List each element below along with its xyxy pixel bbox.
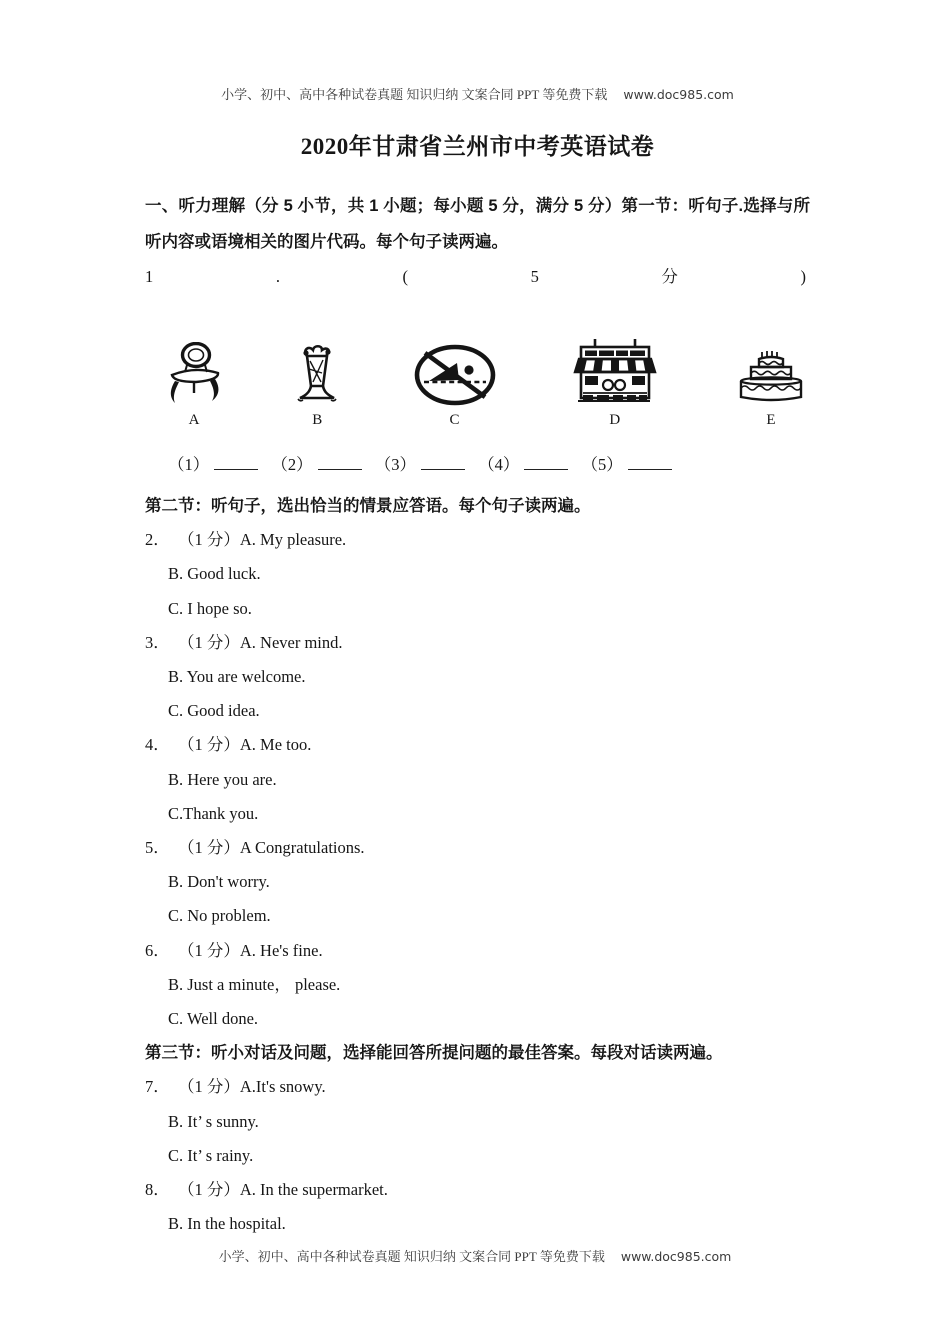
answer-blank-1	[168, 455, 258, 474]
question-4-option-b: B. Here you are.	[168, 769, 277, 789]
listening-intro-line2: 听内容或语境相关的图片代码。每个句子读两遍。	[145, 233, 508, 251]
blank-label: （4）	[478, 455, 520, 474]
question-number: 4．	[145, 735, 170, 755]
watermark-text: 小学、初中、高中各种试卷真题 知识归纳 文案合同 PPT 等免费下载	[221, 87, 608, 102]
page-title: 2020年甘肃省兰州市中考英语试卷	[300, 134, 655, 159]
question-8-line	[145, 1173, 810, 1207]
watermark-url-link[interactable]: www.doc985.com	[620, 1249, 732, 1264]
question-8-option-b: B. In the hospital.	[168, 1214, 286, 1234]
blank-underline	[421, 455, 465, 470]
picture-label-c: C	[449, 412, 460, 428]
question-3-option-c: C. Good idea.	[168, 701, 260, 721]
question-score: （1 分）	[178, 838, 240, 858]
question-1-dot: .	[275, 267, 280, 286]
question-1-row	[145, 260, 810, 294]
picture-options-row	[145, 340, 810, 428]
listening-section-intro	[145, 188, 810, 260]
question-option-a: A. He's fine.	[239, 940, 323, 960]
question-1-score: 5	[530, 267, 539, 286]
blank-underline	[214, 455, 258, 470]
question-7-option-b: B. It’ s sunny.	[168, 1111, 259, 1131]
question-option-a: A. Me too.	[239, 735, 312, 755]
question-7-option-c: C. It’ s rainy.	[168, 1145, 254, 1165]
shop-icon	[570, 338, 660, 408]
questions-body	[145, 489, 810, 1241]
watermark-text: 小学、初中、高中各种试卷真题 知识归纳 文案合同 PPT 等免费下载	[218, 1249, 605, 1264]
question-5-option-b: B. Don't worry.	[168, 872, 270, 892]
question-number: 2．	[145, 530, 170, 550]
question-option-a: A. Never mind.	[239, 632, 343, 652]
question-option-a: A. In the supermarket.	[239, 1180, 388, 1200]
question-number: 8．	[145, 1180, 170, 1200]
question-6-option-b: B. Just a minute， please.	[168, 974, 341, 994]
question-number: 6．	[145, 940, 170, 960]
question-6-line	[145, 934, 810, 968]
picture-label-a: A	[188, 412, 200, 428]
question-score: （1 分）	[178, 530, 240, 550]
section3-heading: 第三节：听小对话及问题，选择能回答所提问题的最佳答案。每段对话读两遍。	[145, 1044, 723, 1063]
picture-label-d: D	[609, 412, 621, 428]
watermark-url-link[interactable]: www.doc985.com	[623, 87, 734, 102]
page-header-watermark	[145, 0, 810, 103]
question-7-line	[145, 1070, 810, 1104]
blank-label: （1）	[168, 455, 210, 474]
question-4-option-c: C.Thank you.	[168, 803, 259, 823]
picture-option-a	[165, 342, 223, 428]
question-score: （1 分）	[178, 735, 240, 755]
question-6-option-c: C. Well done.	[168, 1009, 259, 1029]
blank-underline	[318, 455, 362, 470]
question-3-line	[145, 626, 810, 660]
question-number: 5．	[145, 838, 170, 858]
question-1-paren-open: (	[402, 267, 408, 286]
picture-option-b	[295, 344, 339, 428]
question-number: 7．	[145, 1077, 170, 1097]
no-swimming-icon	[412, 344, 498, 408]
question-score: （1 分）	[178, 632, 240, 652]
vase-icon	[295, 344, 339, 408]
blank-label: （5）	[581, 455, 623, 474]
picture-label-b: B	[312, 412, 323, 428]
question-2-line	[145, 523, 810, 557]
section2-heading: 第二节：听句子，选出恰当的情景应答语。每个句子读两遍。	[145, 497, 591, 515]
answer-blank-5	[582, 455, 672, 474]
page-footer-watermark	[0, 1246, 950, 1265]
question-5-line	[145, 831, 810, 865]
question-option-a: A. My pleasure.	[239, 530, 347, 550]
picture-option-d	[570, 338, 660, 428]
answer-blanks-row	[145, 454, 810, 476]
blank-underline	[628, 455, 672, 470]
answer-blank-2	[271, 455, 361, 474]
picture-label-e: E	[766, 412, 776, 428]
question-score: （1 分）	[178, 1180, 240, 1200]
cake-icon	[732, 350, 810, 408]
question-4-line	[145, 728, 810, 762]
question-3-option-b: B. You are welcome.	[168, 667, 306, 687]
answer-blank-4	[478, 455, 568, 474]
question-5-option-c: C. No problem.	[168, 906, 271, 926]
question-option-a: A Congratulations.	[239, 838, 365, 858]
question-option-a: A.It's snowy.	[239, 1077, 326, 1097]
answer-blank-3	[375, 455, 465, 474]
question-number: 3．	[145, 632, 170, 652]
blank-label: （3）	[374, 455, 416, 474]
picture-option-e	[732, 350, 810, 428]
question-1-fen: 分	[661, 267, 678, 286]
question-2-option-c: C. I hope so.	[168, 598, 252, 618]
question-score: （1 分）	[178, 940, 240, 960]
blank-label: （2）	[271, 455, 313, 474]
question-1-paren-close: )	[800, 267, 806, 286]
question-2-option-b: B. Good luck.	[168, 564, 261, 584]
question-score: （1 分）	[178, 1077, 240, 1097]
chair-icon	[165, 342, 223, 408]
blank-underline	[524, 455, 568, 470]
listening-intro-line1: 一、听力理解（分 5 小节，共 1 小题；每小题 5 分，满分 5 分）第一节：听句子.选择与所	[145, 197, 810, 215]
picture-option-c	[412, 344, 498, 428]
question-1-number: 1	[145, 267, 154, 286]
